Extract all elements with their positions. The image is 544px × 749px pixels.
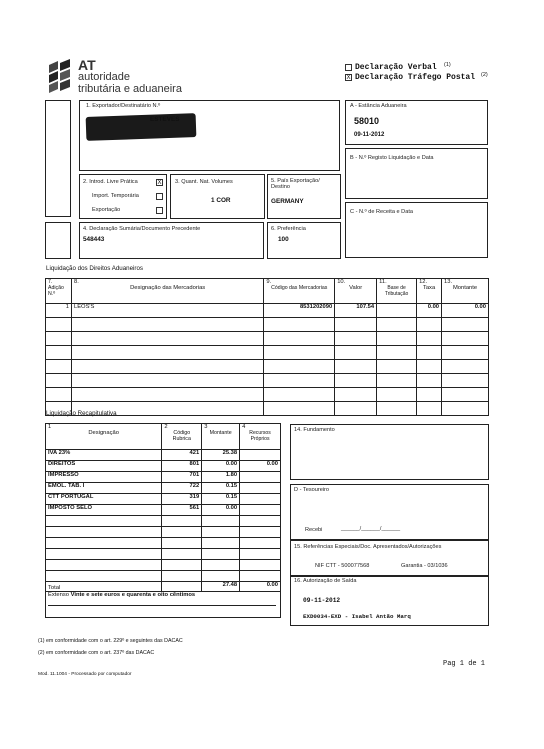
- recap-c: 722: [162, 483, 202, 494]
- recap-d: EMOL. TAB. I: [46, 483, 162, 494]
- box-5-pais: [267, 174, 341, 219]
- decl-postal-checkbox[interactable]: X: [346, 75, 351, 81]
- liq-h-designacao: [71, 279, 263, 304]
- box-b-label: B - N.º Registo Liquidação e Data: [350, 155, 434, 161]
- liq-h-taxa: [417, 279, 442, 304]
- table-row: [46, 388, 489, 402]
- table-row: [46, 560, 281, 571]
- box-d-tesoureiro: [290, 484, 489, 540]
- recap-c: 701: [162, 472, 202, 483]
- recap-h3b: Montante: [209, 430, 232, 436]
- left-margin-box-2: [45, 222, 71, 259]
- recap-extenso-cell: [46, 592, 281, 618]
- box-16-user: EXD0034-EXD - Isabel Antão Marq: [303, 613, 411, 620]
- recap-d: DIREITOS: [46, 461, 162, 472]
- recap-m: 0.00: [202, 505, 240, 516]
- recap-h2b: Código Rubrica: [172, 430, 191, 442]
- liq-h-base: [377, 279, 417, 304]
- box-1-exportador: [79, 100, 340, 171]
- recap-d: IVA 23%: [46, 450, 162, 461]
- recap-h4: 4: [242, 424, 246, 430]
- recap-r: [240, 494, 281, 505]
- box-6-preferencia: [267, 222, 341, 259]
- box-16-label: 16. Autorização de Saída: [294, 578, 357, 584]
- liq-cell-codigo: 8531202090: [264, 304, 335, 318]
- liq-cell-montante: 0.00: [442, 304, 489, 318]
- box-15-label: 15. Referências Especiais/Doc. Apresentados/Autorizações: [294, 544, 442, 550]
- recap-title: Liquidação Recapitulativa: [46, 410, 117, 417]
- liq-h-c10: 10.: [337, 279, 346, 285]
- recap-r: [240, 483, 281, 494]
- box-2-opt2: Import. Temporária: [92, 193, 139, 199]
- box-2-check-1[interactable]: X: [157, 180, 162, 186]
- recap-r: [240, 472, 281, 483]
- box-a-code: 58010: [354, 116, 380, 126]
- table-row: [46, 483, 281, 494]
- box-3-value: 1 COR: [211, 197, 231, 204]
- box-3-volumes: [170, 174, 265, 219]
- box-2-label: 2. Introd. Livre Prática: [83, 179, 138, 185]
- box-1-label: 1. Exportador/Destinatário N.º: [86, 103, 161, 109]
- recap-total-r: 0.00: [240, 582, 281, 592]
- recap-c: 319: [162, 494, 202, 505]
- box-c-receita: [345, 202, 488, 258]
- table-row: [46, 318, 489, 332]
- left-margin-box-1: [45, 100, 71, 217]
- liq-h-adicao: [46, 279, 72, 304]
- recap-d: CTT PORTUGAL: [46, 494, 162, 505]
- recap-h-recursos: [240, 424, 281, 450]
- table-row: [46, 461, 281, 472]
- recap-m: 0.15: [202, 483, 240, 494]
- recap-c: 801: [162, 461, 202, 472]
- liq-cell-taxa: 0.00: [417, 304, 442, 318]
- recap-d: IMPRESSO: [46, 472, 162, 483]
- recap-h4b: Recursos Próprios: [249, 430, 271, 442]
- redacted-block: [86, 113, 197, 141]
- table-row: [46, 571, 281, 582]
- logo-at-text: AT: [78, 57, 96, 73]
- box-15-nif: NIF CTT - 500077568: [315, 563, 370, 569]
- liq-cell-adicao: 1: [46, 304, 72, 318]
- recap-total-label: Total: [46, 582, 162, 592]
- liq-h-c9: 9.: [266, 279, 272, 285]
- box-d-recebi: Recebi: [305, 527, 323, 533]
- liq-h-montante: [442, 279, 489, 304]
- liq-h-c10b: Valor: [349, 285, 363, 291]
- liq-h-c12b: Taxa: [422, 285, 436, 291]
- recap-h1: 1: [48, 424, 52, 430]
- box-5-label: 5. País Exportação/ Destino: [271, 178, 320, 191]
- box-2-check-3[interactable]: [156, 207, 163, 214]
- table-row: [46, 332, 489, 346]
- decl-postal-label: Declaração Tráfego Postal: [355, 73, 476, 82]
- liq-cell-base: [377, 304, 417, 318]
- liq-cell-valor: 107.54: [335, 304, 377, 318]
- recap-m: 1.80: [202, 472, 240, 483]
- liq-h-valor: [335, 279, 377, 304]
- decl-verbal-label: Declaração Verbal: [355, 63, 437, 72]
- footer-page: Pag 1 de 1: [443, 660, 486, 668]
- liq-h-adicao-text: 7. Adição N.º: [48, 279, 64, 297]
- recap-h1b: Designação: [88, 430, 119, 436]
- box-14-label: 14. Fundamento: [294, 427, 335, 433]
- recap-extenso-label: Extenso: [48, 592, 69, 598]
- recap-c: 561: [162, 505, 202, 516]
- box-a-date: 09-11-2012: [354, 132, 385, 138]
- recap-header-row: [46, 424, 281, 450]
- box-d-label: D - Tesoureiro: [294, 487, 330, 493]
- recap-m: 0.00: [202, 461, 240, 472]
- recap-extenso-value: Vinte e sete euros e quarenta e oito cêntimos: [70, 592, 196, 598]
- table-row: [46, 360, 489, 374]
- table-row: [46, 538, 281, 549]
- recap-h-montante: [202, 424, 240, 450]
- liq-h-c12: 12.: [419, 279, 428, 285]
- box-1-value: ESTEVES: [150, 116, 180, 123]
- liq-h-c13b: Montante: [452, 285, 478, 291]
- recap-h-codigo: [162, 424, 202, 450]
- decl-verbal-checkbox[interactable]: [345, 64, 352, 71]
- box-4-label: 4. Declaração Sumária/Documento Precedente: [83, 226, 201, 232]
- liq-h-c9b: Código das Mercadorias: [271, 285, 328, 291]
- box-a-estancia: [345, 100, 488, 145]
- box-2-opt3: Exportação: [92, 207, 121, 213]
- footer-note-1: (1) em conformidade com o art. 229º e seguintes das DACAC: [38, 638, 183, 644]
- liq-h-c8b: Designação das Mercadorias: [130, 285, 206, 291]
- box-4-declaracao: [79, 222, 264, 259]
- box-6-value: 100: [278, 236, 289, 243]
- liq-h-codigo: [264, 279, 335, 304]
- box-a-label: A - Estância Aduaneira: [350, 103, 407, 109]
- liq-cell-designacao: LEOS'S: [71, 304, 263, 318]
- recap-total-row: [46, 582, 281, 592]
- box-15-garantia: Garantia - 03/1036: [401, 563, 448, 569]
- recap-m: 25.38: [202, 450, 240, 461]
- recap-h-designacao: [46, 424, 162, 450]
- box-2-check-2[interactable]: [156, 193, 163, 200]
- footer-note-2: (2) em conformidade com o art. 237º das DACAC: [38, 650, 155, 656]
- recap-extenso-row: [46, 592, 281, 618]
- box-c-label: C - N.º de Receita e Data: [350, 209, 413, 215]
- table-row: [46, 527, 281, 538]
- recap-r: [240, 450, 281, 461]
- decl-postal-note: (2): [481, 72, 488, 78]
- decl-verbal-note: (1): [444, 62, 451, 68]
- box-2-regime: [79, 174, 167, 219]
- table-row: [46, 304, 489, 318]
- table-row: [46, 450, 281, 461]
- box-16-date: 09-11-2012: [303, 597, 341, 604]
- logo-line2: tributária e aduaneira: [78, 83, 182, 95]
- recap-c: 421: [162, 450, 202, 461]
- table-row: [46, 494, 281, 505]
- liq-title: Liquidação dos Direitos Aduaneiros: [46, 265, 143, 272]
- liq-header-row: [46, 279, 489, 304]
- liq-h-c11: 11.: [379, 279, 387, 285]
- box-b-registo: [345, 148, 488, 199]
- table-row: [46, 516, 281, 527]
- box-4-value: 548443: [83, 236, 105, 243]
- table-row: [46, 549, 281, 560]
- recap-d: IMPOSTO SELO: [46, 505, 162, 516]
- recap-h2: 2: [164, 424, 168, 430]
- box-6-label: 6. Preferência: [271, 226, 306, 232]
- table-row: [46, 505, 281, 516]
- recap-table: [45, 423, 281, 618]
- recap-r: [240, 505, 281, 516]
- table-row: [46, 472, 281, 483]
- liq-table: [45, 278, 489, 416]
- box-14-fundamento: [290, 424, 489, 480]
- footer-mod: Mod. 11.1004 - Processado por computador: [38, 672, 132, 677]
- box-5-value: GERMANY: [271, 198, 304, 205]
- table-row: [46, 374, 489, 388]
- recap-r: 0.00: [240, 461, 281, 472]
- recap-h3: 3: [204, 424, 208, 430]
- recap-total-m: 27.48: [202, 582, 240, 592]
- box-15-referencias: [290, 540, 489, 576]
- box-3-label: 3. Quant. Nat. Volumes: [175, 179, 233, 185]
- logo-line1: autoridade: [78, 71, 130, 83]
- box-16-autorizacao: [290, 576, 489, 626]
- at-logo-icon: [46, 59, 74, 95]
- liq-h-c13: 13.: [444, 279, 453, 285]
- liq-h-c11b: Base de Tributação: [384, 285, 409, 297]
- box-d-date-line: ______/______/______: [341, 526, 401, 532]
- liq-h-c8: 8.: [73, 279, 79, 285]
- table-row: [46, 346, 489, 360]
- recap-m: 0.15: [202, 494, 240, 505]
